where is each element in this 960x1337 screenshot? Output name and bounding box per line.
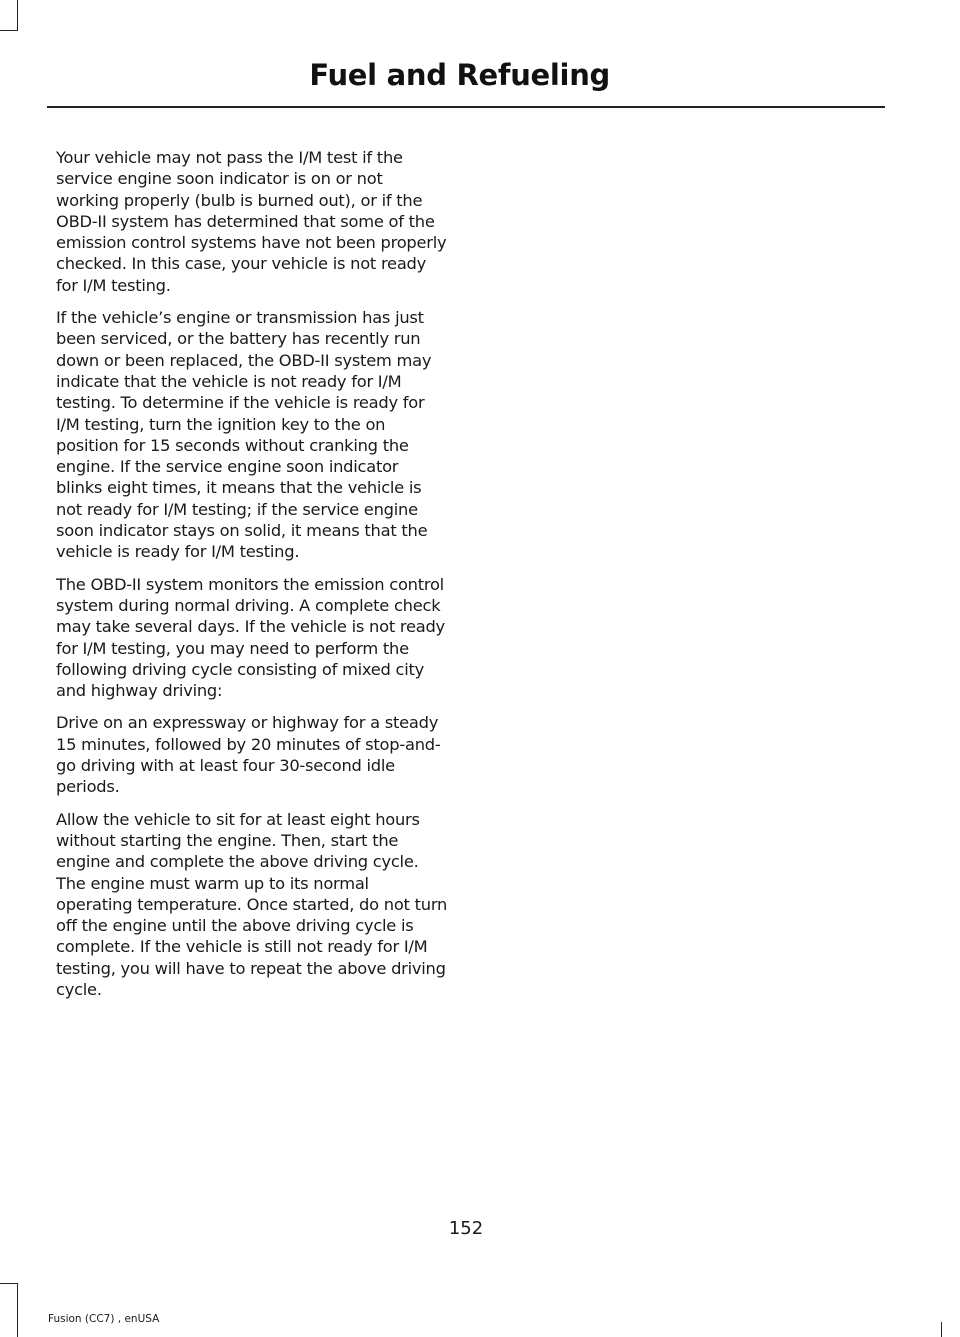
page-title: Fuel and Refueling xyxy=(309,58,610,92)
paragraph-im-test-fail: Your vehicle may not pass the I/M test if the service engine soon indicator is on or not working properly (bulb is burned out), or if the OBD-II system has determined that some of the emission control systems have not been properly checked. In this case, your vehicle is not ready for I/M testing. xyxy=(56,148,447,295)
page-number: 152 xyxy=(448,1218,484,1239)
paragraph-sit-overnight: Allow the vehicle to sit for at least eight hours without starting the engine. Then, start the engine and complete the above driving cycle. The engine must warm up to its normal operating temperature. Once started, do not turn off the engine until the above driving cycle is complete. If the vehicle is still not ready for I/M testing, you will have to repeat the above driving cycle. xyxy=(56,809,448,999)
paragraph-recently-serviced: If the vehicle’s engine or transmission has just been serviced, or the battery has recently run down or been replaced, the OBD-II system may indicate that the vehicle is not ready for I/M testing. To determine if the vehicle is ready for I/M testing, turn the ignition key to the on position for 15 seconds without cranking the engine. If the service engine soon indicator blinks eight times, it means that the vehicle is not ready for I/M testing; if the service engine soon indicator stays on solid, it means that the vehicle is ready for I/M testing. xyxy=(56,308,432,562)
crop-mark-top-left-vertical xyxy=(17,0,18,30)
header-divider xyxy=(47,106,885,108)
crop-mark-bottom-left-horizontal xyxy=(0,1283,18,1284)
body-text xyxy=(56,147,448,1011)
crop-mark-top-left-horizontal xyxy=(0,30,18,31)
crop-mark-bottom-right-vertical xyxy=(941,1322,942,1337)
footer-model-info: Fusion (CC7) , enUSA xyxy=(48,1313,160,1325)
paragraph-expressway-drive: Drive on an expressway or highway for a steady 15 minutes, followed by 20 minutes of stop-and-go driving with at least four 30-second idle periods. xyxy=(56,713,441,797)
paragraph-obd-monitoring: The OBD-II system monitors the emission control system during normal driving. A complete check may take several days. If the vehicle is not ready for I/M testing, you may need to perform the following driving cycle consisting of mixed city and highway driving: xyxy=(56,574,445,701)
crop-mark-bottom-left-vertical xyxy=(17,1283,18,1337)
